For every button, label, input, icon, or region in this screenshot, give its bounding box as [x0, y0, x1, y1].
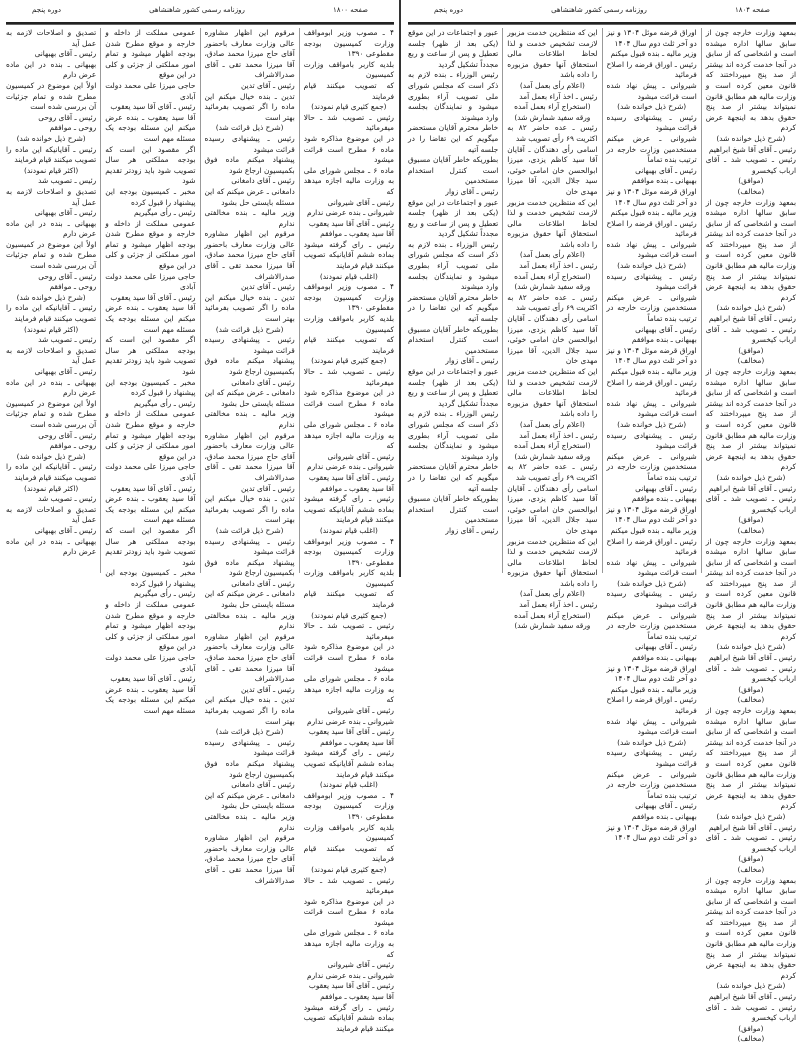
paragraph: حاجی میرزا علی محمد دولت آبادی — [105, 271, 196, 292]
paragraph: (شرح ذیل خوانده شد) — [617, 737, 687, 747]
paragraph: مرقوم این اظهار مشاوره عالی وزارت معارف باحضور آقای حاج میرزا محمد صادق، آقا میرزا محمد تقی ـ آقای صدرالاشراف — [204, 229, 295, 281]
paragraph: (مخالف) — [737, 186, 765, 196]
paragraph: بهبهانی ـ بنده موافقم — [631, 494, 697, 504]
paragraph: (استخراج آراء بعمل آمده ورقه سفید شمارش شد) — [514, 441, 591, 461]
paragraph: رئیس ـ تصویب شد ـ آقای ارباب کیخسرو — [705, 1002, 796, 1023]
paragraph: رئیس ـ آقای آقا سید یعقوب — [110, 674, 196, 684]
paragraph: شیروانی ـ بنده عرضی ندارم — [307, 716, 394, 726]
paragraph: اسامی رأی دهندگان ـ آقایان آقا سید کاظم یزدی، میرزا ابوالحسن خان امامی خوئی، سید جلال الدین، آقا میرزا مهدی خان — [507, 483, 598, 535]
paragraph: بمعهد وزارت خارجه چون از سابق سالها اداره میشده است و اشخاصی که از سابق در آنجا خدمت کرده اند بیشتر از صد پنج میپرداختند که قانون معین کرده است و وزارت مالیه هم مطابق قانون نمیتواند بیشتر از صد پنج حقوق بدهد به اینجهة عرض کردم — [705, 706, 796, 811]
paragraph: (جمع کثیری قیام نمودند) — [311, 356, 387, 366]
paragraph: ۴ ـ مصوب وزیر ابومواقف وزارت کمیسیون بودجه مقطوعی ۱۳۹۰ — [303, 790, 394, 821]
paragraph: رئیس ـ رأی میگیریم — [134, 208, 196, 218]
paragraph: بهبهانی ـ بنده موافقم — [631, 653, 697, 663]
paragraph: شیروانی ـ پیش نهاد شده است قرائت میشود — [606, 239, 697, 260]
paragraph: عبور و اجتماعات در این موقع (یکی بعد از ظهر) جلسه تعطیل و پس از ساعت و ربع مجدداً تشکیل گردید — [408, 367, 499, 408]
paragraph: رئیس ـ آقای آقا شیخ ابراهیم — [708, 483, 796, 493]
paragraph: (مخالف) — [737, 695, 765, 705]
page-number: صفحه ۱۸۰۴ — [734, 6, 770, 14]
paragraph: شیروانی ـ عرض میکنم مستخدمین وزارت خارجه در ترتیب بنده تماماً — [606, 292, 697, 324]
paragraph: تدین ـ بنده خیال میکنم این ماده را اگر تصویب بفرمائید بهتر است — [204, 494, 295, 525]
paragraph: اگر مقصود این است که بودجه مملکتی هر سال تصویب شود باید زودتر تقدیم شود — [105, 525, 196, 567]
paragraph: رئیس ـ پیشنهادی رسیده قرائت میشود — [204, 536, 295, 557]
paragraph: تصدیق و اصلاحات لازمه به عمل آید — [6, 186, 97, 207]
paragraph: (جمع کثیری قیام نمودند) — [311, 610, 387, 620]
paragraph: رئیس الوزراء ـ بنده لازم به ذکر است که مجلس شورای ملی تصویب آراء بطوری میشود و نمایندگان بجلسه وارد میشوند — [408, 239, 499, 292]
paragraph: شیروانی ـ عرض میکنم مستخدمین وزارت خارجه در ترتیب بنده تماماً — [606, 769, 697, 800]
paragraph: وزیر مالیه ـ بنده مخالفتی ندارم — [204, 409, 295, 429]
paragraph: رئیس ـ آقای شیروانی — [327, 960, 394, 970]
paragraph: رئیس ـ رای گرفته میشود بماده ششم آقایانیکه تصویب میکنند قیام فرمایند — [303, 494, 394, 525]
paragraph: رئیس ـ تصویب شد ـ آقای ارباب کیخسرو — [705, 155, 796, 175]
paragraph: که تصویب میکنند قیام فرمایند — [303, 589, 394, 610]
paragraph: دامغانی ـ عرض میکنم که این مسئله بایستی حل بشود — [204, 186, 295, 207]
paragraph: دامغانی ـ عرض میکنم که این مسئله بایستی حل بشود — [204, 589, 295, 610]
paragraph: بلدیه کاربر بامواقف وزارت کمیسیون — [303, 568, 394, 588]
paragraph: رئیس ـ آقای بهبهانی — [34, 208, 97, 218]
paragraph: بطوریکه خاطر آقایان مسبوق است کنترل استخدام مستخدمین — [408, 494, 499, 525]
paragraph: وزیر مالیه ـ بنده قبول میکنم — [610, 525, 697, 535]
paragraph: رئیس ـ تصویب شد — [38, 176, 97, 186]
paragraph: مخبر ـ کمیسیون بودجه این پیشنهاد را قبول کرده — [105, 377, 196, 398]
paragraph: این که منتظرین خدمت مزبور لازمت تشخیص خدمت و لذا لحاظ اطلاعات مالی استحقاق آنها حقوق مزبوره را داده باشد — [507, 28, 598, 80]
paragraph: پیشنهاد میکنم ماده فوق بکمیسیون ارجاع شود — [204, 557, 295, 578]
paragraph: آقا سید یعقوب ـ موافقم — [320, 229, 394, 239]
paragraph: بهبهانی ـ بنده در این ماده عرض دارم — [6, 218, 97, 239]
paragraph: شیروانی ـ پیش نهاد شده است قرائت میشود — [606, 557, 697, 578]
paragraph: اوراق قرضه موئل ۱۳۰۴ و نیز دو آخر ثلث دوم سال ۱۴۰۴ — [606, 186, 697, 207]
paragraph: این که منتظرین خدمت مزبور لازمت تشخیص خدمت و لذا لحاظ اطلاعات مالی استحقاق آنها حقوق مزبوره را داده باشد — [507, 197, 598, 249]
paragraph: آقا سید یعقوب ـ موافقم — [320, 483, 394, 493]
paragraph: (شرح ذیل خوانده شد) — [716, 981, 786, 991]
paragraph: پیشنهاد میکنم ماده فوق بکمیسیون ارجاع شود — [204, 356, 295, 376]
paragraph: رئیس ـ آقای تدین — [241, 483, 295, 493]
paragraph: آقا سید یعقوب ـ موافقم — [320, 737, 394, 747]
paragraph: رئیس ـ آقای آقا سید یعقوب — [308, 981, 394, 991]
paragraph: رئیس ـ پیشنهادی رسیده قرائت میشود — [204, 133, 295, 154]
paragraph: عمومی مملکت از داخله و خارجه و موقع مطرح شدن بودجه اظهار میشود و تمام امور مملکتی از جزئی و کلی در این موقع — [105, 409, 196, 461]
text-column — [200, 28, 299, 885]
paragraph: بهبهانی ـ بنده موافقم — [631, 176, 697, 186]
paragraph: تدین ـ بنده خیال میکنم این ماده را اگر تصویب بفرمائید بهتر است — [204, 91, 295, 122]
paragraph: شیروانی ـ پیش نهاد شده است قرائت میشود — [606, 716, 697, 737]
paragraph: رئیس ـ آقای آقا شیخ ابراهیم — [708, 653, 796, 663]
paragraph: (استخراج آراء بعمل آمده ورقه سفید شمارش شد) — [514, 271, 591, 292]
paragraph: اوراق قرضه موئل ۱۳۰۴ و نیز دو آخر ثلث دوم سال ۱۴۰۴ — [606, 822, 697, 843]
paragraph: بلدیه کاربر بامواقف وزارت کمیسیون — [303, 822, 394, 843]
paragraph: رئیس ـ آقای دامغانی — [231, 780, 295, 790]
paragraph: دامغانی ـ عرض میکنم که این مسئله بایستی حل بشود — [204, 790, 295, 811]
paragraph: بمعهد وزارت خارجه چون از سابق سالها اداره میشده است و اشخاصی که از سابق در آنجا خدمت کرده اند بیشتر از صد پنج میپرداختند که قانون معین کرده است و وزارت مالیه هم مطابق قانون نمیتواند بیشتر از صد پنج حقوق بدهد به اینجهة عرض کردم — [705, 367, 796, 472]
paragraph: رئیس ـ تصویب شد ـ آقای ارباب کیخسرو — [705, 833, 796, 853]
paragraph: بطوریکه خاطر آقایان مسبوق است کنترل استخدام مستخدمین — [408, 324, 499, 355]
paragraph: رئیس ـ آقای بهبهانی — [635, 483, 697, 493]
paragraph: اوراق قرضه موئل ۱۳۰۴ و نیز دو آخر ثلث دوم سال ۱۴۰۴ — [606, 504, 697, 525]
header-rule — [6, 22, 394, 25]
paragraph: (جمع کثیری قیام نمودند) — [311, 864, 387, 874]
paragraph: بلدیه کاربر بامواقف وزارت کمیسیون — [303, 314, 394, 334]
paragraph: ماده ۶ ـ مجلس شورای ملی به وزارت مالیه اجازه میدهد که — [303, 928, 394, 959]
paragraph: رئیس ـ رأی میگیریم — [134, 398, 196, 408]
paragraph: رئیس ـ آقای بهبهانی — [635, 642, 697, 652]
paragraph: در این موضوع مذاکره شود ماده ۶ مطرح است قرائت میشود — [303, 133, 394, 165]
paragraph: (شرح ذیل خوانده شد) — [617, 578, 687, 588]
paragraph: وزیر مالیه ـ بنده مخالفتی ندارم — [204, 208, 295, 228]
paragraph: شیروانی ـ عرض میکنم مستخدمین وزارت خارجه در ترتیب بنده تماماً — [606, 610, 697, 641]
paragraph: رئیس ـ اخذ آراء بعمل آمد — [519, 91, 598, 101]
paragraph: (اغلب قیام نمودند) — [319, 780, 378, 790]
paragraph: عمومی مملکت از داخله و خارجه و موقع مطرح شدن بودجه اظهار میشود و تمام امور مملکتی از جزئی و کلی در این موقع — [105, 28, 196, 80]
paragraph: (شرح ذیل خوانده شد) — [16, 451, 86, 461]
paragraph: رئیس ـ آقای دامغانی — [231, 176, 295, 186]
paragraph: (اکثر قیام نمودند) — [23, 324, 79, 334]
paragraph: اسامی رأی دهندگان ـ آقایان آقا سید کاظم یزدی، میرزا ابوالحسن خان امامی خوئی، سید جلال الدین، آقا میرزا مهدی خان — [507, 314, 598, 366]
paragraph: آقا سید یعقوب ـ بنده عرض میکنم این مسئله بودجه یک مسئله مهم است — [105, 494, 196, 525]
paragraph: رئیس ـ آقایانیکه این ماده را تصویب میکنند قیام فرمایند — [6, 144, 97, 165]
paragraph: وزیر مالیه ـ بنده قبول میکنم — [610, 367, 697, 376]
paragraph: رئیس ـ آقای بهبهانی — [635, 324, 697, 334]
paragraph: شیروانی ـ بنده عرضی ندارم — [307, 970, 394, 980]
paragraph: مرقوم این اظهار مشاوره عالی وزارت معارف باحضور آقای حاج میرزا محمد صادق، آقا میرزا محمد تقی ـ آقای صدرالاشراف — [204, 28, 295, 80]
paragraph: رئیس ـ آقای آقا شیخ ابراهیم — [708, 144, 796, 154]
paragraph: حاجی میرزا علی محمد دولت آبادی — [105, 80, 196, 101]
paragraph: بمعهد وزارت خارجه چون از سابق سالها اداره میشده است و اشخاصی که از سابق در آنجا خدمت کرده اند بیشتر از صد پنج میپرداختند که قانون معین کرده است و وزارت مالیه هم مطابق قانون نمیتواند بیشتر از صد پنج حقوق بدهد به اینجهة عرض کردم — [705, 875, 796, 980]
paragraph: رئیس ـ تصویب شد — [38, 494, 97, 504]
paragraph: (اغلب قیام نمودند) — [319, 271, 378, 281]
paragraph: حاجی میرزا علی محمد دولت آبادی — [105, 653, 196, 673]
paragraph: رئیس ـ تصویب شد ـ حالا میفرمائید — [303, 112, 394, 133]
paragraph: رئیس ـ تصویب شد ـ آقای ارباب کیخسرو — [705, 324, 796, 345]
paragraph: رئیس ـ پیشنهادی رسیده قرائت میشود — [606, 748, 697, 768]
paragraph: (شرح ذیل خوانده شد) — [716, 133, 786, 143]
paragraph: رئیس ـ آقای روحی — [38, 271, 97, 281]
paragraph: رئیس ـ پیشنهادی رسیده قرائت میشود — [204, 737, 295, 758]
paragraph: که تصویب میکنند قیام فرمایند — [303, 80, 394, 101]
newspaper-title: روزنامه رسمی کشور شاهنشاهی — [551, 6, 647, 14]
paragraph: رئیس ـ آقای زوار — [445, 356, 499, 366]
paragraph: در این موضوع مذاکره شود ماده ۶ مطرح است قرائت میشود — [303, 388, 394, 419]
paragraph: رئیس ـ تصویب شد ـ آقای ارباب کیخسرو — [705, 494, 796, 514]
paragraph: (شرح ذیل قرائت شد) — [215, 123, 284, 133]
paragraph: رئیس ـ آقای آقا شیخ ابراهیم — [708, 992, 796, 1002]
paragraph: بطوریکه خاطر آقایان مسبوق است کنترل استخدام مستخدمین — [408, 155, 499, 186]
paragraph: (مخالف) — [737, 525, 765, 535]
paragraph: شیروانی ـ عرض میکنم مستخدمین وزارت خارجه در ترتیب بنده تماماً — [606, 133, 697, 165]
paragraph: اوراق قرضه موئل ۱۳۰۴ و نیز دو آخر ثلث دوم سال ۱۴۰۴ — [606, 28, 697, 48]
paragraph: رئیس ـ اوراق قرضه را اصلاح فرمائید — [606, 377, 697, 398]
paragraph: مرقوم این اظهار مشاوره عالی وزارت معارف باحضور آقای حاج میرزا محمد صادق، آقا میرزا محمد تقی ـ آقای صدرالاشراف — [204, 430, 295, 482]
paragraph: (موافق) — [738, 515, 764, 525]
paragraph: رئیس ـ پیشنهادی رسیده قرائت میشود — [204, 335, 295, 355]
paragraph: رئیس ـ آقای شیروانی — [327, 706, 394, 715]
paragraph: (موافق) — [738, 1023, 764, 1033]
paragraph: (اعلام رأی بعمل آمد) — [519, 589, 585, 599]
text-column — [701, 28, 800, 1044]
paragraph: رئیس ـ پیشنهادی رسیده قرائت میشود — [606, 271, 697, 292]
paragraph: رئیس ـ آقای آقا سید یعقوب — [308, 218, 394, 228]
left-page — [2, 0, 398, 1033]
paragraph: رئیس ـ اوراق قرضه را اصلاح فرمائید — [606, 59, 697, 80]
paragraph: رئیس ـ رای گرفته میشود بماده ششم آقایانیکه تصویب میکنند قیام فرمایند — [303, 239, 394, 271]
paragraph: رئیس ـ پیشنهادی رسیده قرائت میشود — [606, 430, 697, 451]
paragraph: خاطر محترم آقایان مستحضر میگویم که این تقاضا را در جلسه آتیه — [408, 123, 499, 154]
paragraph: رئیس ـ پیشنهادی رسیده قرائت میشود — [606, 112, 697, 133]
paragraph: (موافق) — [738, 854, 764, 864]
text-column — [404, 28, 502, 573]
paragraph: اولاً این موضوع در کمیسیون مطرح شده و تمام جزئیات آن بررسی شده است — [6, 80, 97, 112]
header-rule — [408, 22, 796, 25]
paragraph: رئیس ـ آقایانیکه این ماده را تصویب میکنند قیام فرمایند — [6, 462, 97, 482]
paragraph: رئیس ـ تصویب شد ـ حالا میفرمائید — [303, 875, 394, 896]
paragraph: (شرح ذیل خوانده شد) — [16, 133, 86, 143]
paragraph: (اغلب قیام نمودند) — [319, 525, 378, 535]
paragraph: (اعلام رأی بعمل آمد) — [519, 250, 585, 260]
paragraph: رئیس الوزراء ـ بنده لازم به ذکر است که مجلس شورای ملی تصویب آراء بطوری میشود و نمایندگان بجلسه وارد میشوند — [408, 409, 499, 461]
paragraph: رئیس ـ آقای بهبهانی — [635, 165, 697, 175]
paragraph: آقا سید یعقوب ـ موافقم — [320, 992, 394, 1002]
paragraph: رئیس ـ آقای تدین — [241, 684, 295, 694]
paragraph: که تصویب میکنند قیام فرمایند — [303, 335, 394, 355]
paragraph: (مخالف) — [737, 356, 765, 366]
period-label: دوره پنجم — [434, 6, 464, 14]
paragraph: (شرح ذیل قرائت شد) — [215, 525, 284, 535]
paragraph: روحی ـ موافقم — [49, 441, 97, 451]
paragraph: تصدیق و اصلاحات لازمه به عمل آید — [6, 504, 97, 525]
paragraph: (مخالف) — [737, 1034, 765, 1044]
paragraph: رئیس ـ آقای بهبهانی — [34, 367, 97, 376]
paragraph: خاطر محترم آقایان مستحضر میگویم که این تقاضا را در جلسه آتیه — [408, 462, 499, 493]
paragraph: رئیس ـ پیشنهادی رسیده قرائت میشود — [606, 589, 697, 610]
paragraph: رئیس ـ آقای آقا سید یعقوب — [110, 483, 196, 493]
paragraph: اسامی رأی دهندگان ـ آقایان آقا سید کاظم یزدی، میرزا ابوالحسن خان امامی خوئی، سید جلال الدین، آقا میرزا مهدی خان — [507, 144, 598, 196]
paragraph: رئیس ـ آقای شیروانی — [327, 197, 394, 207]
columns — [404, 28, 800, 1044]
paragraph: بهبهانی ـ بنده در این ماده عرض دارم — [6, 377, 97, 398]
paragraph: رئیس ـ آقای دامغانی — [231, 377, 295, 387]
paragraph: آقا سید یعقوب ـ بنده عرض میکنم این مسئله بودجه یک مسئله مهم است — [105, 112, 196, 143]
paragraph: تصدیق و اصلاحات لازمه به عمل آید — [6, 28, 97, 48]
paragraph: رئیس ـ آقای شیروانی — [327, 451, 394, 461]
right-page — [404, 0, 800, 1044]
paragraph: بهبهانی ـ بنده موافقم — [631, 811, 697, 821]
paragraph: رئیس ـ آقای دامغانی — [231, 578, 295, 588]
paragraph: در این موضوع مذاکره شود ماده ۶ مطرح است قرائت میشود — [303, 896, 394, 927]
paragraph: رئیس ـ آقایانیکه این ماده را تصویب میکنند قیام فرمایند — [6, 303, 97, 324]
paragraph: ۴ ـ مصوب وزیر ابومواقف وزارت کمیسیون بودجه مقطوعی ۱۳۹۰ — [303, 282, 394, 313]
paragraph: (اکثر قیام نمودند) — [23, 483, 79, 493]
paragraph: (شرح ذیل خوانده شد) — [16, 292, 86, 302]
paragraph: (شرح ذیل خوانده شد) — [716, 472, 786, 482]
paragraph: عمومی مملکت از داخله و خارجه و موقع مطرح شدن بودجه اظهار میشود و تمام امور مملکتی از جزئی و کلی در این موقع — [105, 218, 196, 271]
paragraph: اوراق قرضه موئل ۱۳۰۴ و نیز دو آخر ثلث دوم سال ۱۴۰۴ — [606, 345, 697, 366]
paragraph: ماده ۶ ـ مجلس شورای ملی به وزارت مالیه اجازه میدهد که — [303, 165, 394, 196]
paragraph: (شرح ذیل قرائت شد) — [215, 727, 284, 737]
paragraph: وزیر مالیه ـ بنده قبول میکنم — [610, 208, 697, 218]
paragraph: در این موضوع مذاکره شود ماده ۶ مطرح است قرائت میشود — [303, 642, 394, 673]
paragraph: آقا سید یعقوب ـ بنده عرض میکنم این مسئله بودجه یک مسئله مهم است — [105, 684, 196, 715]
paragraph: رئیس ـ آقای زوار — [445, 186, 499, 196]
paragraph: رئیس ـ آقای آقا شیخ ابراهیم — [708, 314, 796, 324]
paragraph: رئیس ـ آقای زوار — [445, 525, 499, 535]
paragraph: (شرح ذیل خوانده شد) — [716, 811, 786, 821]
paragraph: رئیس ـ اخذ آراء بعمل آمد — [519, 430, 598, 440]
paragraph: رئیس ـ اخذ آراء بعمل آمد — [519, 261, 598, 271]
paragraph: رئیس ـ اوراق قرضه را اصلاح فرمائید — [606, 218, 697, 239]
paragraph: رئیس ـ آقای آقا سید یعقوب — [110, 102, 196, 112]
paragraph: (شرح ذیل خوانده شد) — [617, 261, 687, 271]
paragraph: رئیس ـ آقای تدین — [241, 80, 295, 90]
paragraph: وزیر مالیه ـ بنده مخالفتی ندارم — [204, 811, 295, 832]
paragraph: بلدیه کاربر بامواقف وزارت کمیسیون — [303, 59, 394, 80]
paragraph: رئیس ـ رأی میگیریم — [134, 589, 196, 599]
paragraph: (شرح ذیل خوانده شد) — [617, 419, 687, 429]
paragraph: رئیس ـ اوراق قرضه را اصلاح فرمائید — [606, 536, 697, 557]
paragraph: (شرح ذیل خوانده شد) — [716, 642, 786, 652]
paragraph: مرقوم این اظهار مشاوره عالی وزارت معارف باحضور آقای حاج میرزا محمد صادق، آقا میرزا محمد تقی ـ آقای صدرالاشراف — [204, 833, 295, 885]
paragraph: رئیس ـ آقای روحی — [38, 430, 97, 440]
paragraph: مخبر ـ کمیسیون بودجه این پیشنهاد را قبول کرده — [105, 568, 196, 588]
paragraph: شیروانی ـ پیش نهاد شده است قرائت میشود — [606, 398, 697, 419]
paragraph: رئیس ـ آقای بهبهانی — [34, 49, 97, 59]
paragraph: رئیس ـ تصویب شد ـ آقای ارباب کیخسرو — [705, 663, 796, 684]
period-label: دوره پنجم — [32, 6, 62, 14]
paragraph: (شرح ذیل قرائت شد) — [215, 324, 284, 334]
page-header — [2, 6, 398, 20]
paragraph: بمعهد وزارت خارجه چون از سابق سالها اداره میشده است و اشخاصی که از سابق در آنجا خدمت کرده اند بیشتر از صد پنج میپرداختند که قانون معین کرده است و وزارت مالیه هم مطابق قانون نمیتواند بیشتر از صد پنج حقوق بدهد به اینجهة عرض کردم — [705, 536, 796, 641]
paragraph: عمومی مملکت از داخله و خارجه و موقع مطرح شدن بودجه اظهار میشود و تمام امور مملکتی از جزئی و کلی در این موقع — [105, 600, 196, 652]
page-gutter — [399, 0, 401, 577]
paragraph: ماده ۶ ـ مجلس شورای ملی به وزارت مالیه اجازه میدهد که — [303, 419, 394, 451]
paragraph: رئیس ـ تصویب شد ـ حالا میفرمائید — [303, 367, 394, 387]
paragraph: (مخالف) — [737, 864, 765, 874]
newspaper-title: روزنامه رسمی کشور شاهنشاهی — [149, 6, 245, 14]
paragraph: عبور و اجتماعات در این موقع (یکی بعد از ظهر) جلسه تعطیل و پس از ساعت و ربع مجدداً تشکیل گردید — [408, 28, 499, 69]
paragraph: (استخراج آراء بعمل آمده ورقه سفید شمارش شد) — [514, 610, 591, 631]
paragraph: حاجی میرزا علی محمد دولت آبادی — [105, 462, 196, 482]
text-column — [2, 28, 100, 573]
page-number: صفحه ۱۸۰۰ — [332, 6, 368, 14]
paragraph: ۴ ـ مصوب وزیر ابومواقف وزارت کمیسیون بودجه مقطوعی ۱۳۹۰ — [303, 536, 394, 567]
paragraph: مرقوم این اظهار مشاوره عالی وزارت معارف باحضور آقای حاج میرزا محمد صادق، آقا میرزا محمد تقی ـ آقای صدرالاشراف — [204, 631, 295, 684]
paragraph: رئیس ـ آقای آقا شیخ ابراهیم — [708, 822, 796, 832]
paragraph: رئیس ـ تصویب شد ـ حالا میفرمائید — [303, 621, 394, 641]
page-header — [404, 6, 800, 20]
paragraph: این که منتظرین خدمت مزبور لازمت تشخیص خدمت و لذا لحاظ اطلاعات مالی استحقاق آنها حقوق مزبوره را داده باشد — [507, 536, 598, 588]
paragraph: رئیس ـ رای گرفته میشود بماده ششم آقایانیکه تصویب میکنند قیام فرمایند — [303, 748, 394, 779]
paragraph: شیروانی ـ بنده عرضی ندارم — [307, 462, 394, 472]
paragraph: رئیس ـ عده حاضر ۸۲ به اکثریت ۶۹ رأی تصویب شد — [507, 292, 598, 313]
paragraph: رئیس ـ اوراق قرضه را اصلاح فرمائید — [606, 695, 697, 715]
paragraph: بمعهد وزارت خارجه چون از سابق سالها اداره میشده است و اشخاصی که از سابق در آنجا خدمت کرده اند بیشتر از صد پنج میپرداختند که قانون معین کرده است و وزارت مالیه هم مطابق قانون نمیتواند بیشتر از صد پنج حقوق بدهد به اینجهة عرض کردم — [705, 197, 796, 302]
paragraph: شیروانی ـ پیش نهاد شده است قرائت میشود — [606, 80, 697, 101]
paragraph: رئیس ـ آقای روحی — [38, 112, 97, 122]
paragraph: وزیر مالیه ـ بنده مخالفتی ندارم — [204, 610, 295, 631]
paragraph: رئیس ـ آقای آقا سید یعقوب — [308, 472, 394, 482]
paragraph: اوراق قرضه موئل ۱۳۰۴ و نیز دو آخر ثلث دوم سال ۱۴۰۴ — [606, 663, 697, 684]
paragraph: رئیس ـ آقای بهبهانی — [34, 525, 97, 535]
paragraph: روحی ـ موافقم — [49, 282, 97, 292]
paragraph: رئیس الوزراء ـ بنده لازم به ذکر است که مجلس شورای ملی تصویب آراء بطوری میشود و نمایندگان بجلسه وارد میشوند — [408, 70, 499, 122]
paragraph: (شرح ذیل خوانده شد) — [716, 303, 786, 313]
paragraph: بهبهانی ـ بنده موافقم — [631, 335, 697, 345]
paragraph: بهبهانی ـ بنده در این ماده عرض دارم — [6, 536, 97, 557]
paragraph: تدین ـ بنده خیال میکنم این ماده را اگر تصویب بفرمائید بهتر است — [204, 695, 295, 726]
paragraph: رئیس ـ عده حاضر ۸۲ به اکثریت ۶۹ رأی تصویب شد — [507, 123, 598, 143]
paragraph: پیشنهاد میکنم ماده فوق بکمیسیون ارجاع شود — [204, 155, 295, 175]
paragraph: رئیس ـ آقای بهبهانی — [635, 801, 697, 811]
paragraph: که تصویب میکنند قیام فرمایند — [303, 843, 394, 864]
text-column — [100, 28, 199, 715]
text-column — [299, 28, 398, 1033]
paragraph: شیروانی ـ عرض میکنم مستخدمین وزارت خارجه در ترتیب بنده تماماً — [606, 451, 697, 482]
paragraph: بهبهانی ـ بنده در این ماده عرض دارم — [6, 59, 97, 80]
paragraph: اولاً این موضوع در کمیسیون مطرح شده و تمام جزئیات آن بررسی شده است — [6, 239, 97, 271]
paragraph: اگر مقصود این است که بودجه مملکتی هر سال تصویب شود باید زودتر تقدیم شود — [105, 144, 196, 186]
paragraph: رئیس ـ آقای آقا سید یعقوب — [110, 292, 196, 302]
paragraph: رئیس ـ آقای تدین — [241, 282, 295, 292]
paragraph: (اعلام رأی بعمل آمد) — [519, 80, 585, 90]
paragraph: (شرح ذیل خوانده شد) — [617, 102, 687, 112]
paragraph: بمعهد وزارت خارجه چون از سابق سالها اداره میشده است و اشخاصی که از سابق در آنجا خدمت کرده اند بیشتر از صد پنج میپرداختند که قانون معین کرده است و وزارت مالیه هم مطابق قانون نمیتواند بیشتر از صد پنج حقوق بدهد به اینجهة عرض کردم — [705, 28, 796, 133]
paragraph: اگر مقصود این است که بودجه مملکتی هر سال تصویب شود باید زودتر تقدیم شود — [105, 335, 196, 376]
paragraph: آقا سید یعقوب ـ بنده عرض میکنم این مسئله بودجه یک مسئله مهم است — [105, 303, 196, 334]
paragraph: دامغانی ـ عرض میکنم که این مسئله بایستی حل بشود — [204, 388, 295, 408]
columns — [2, 28, 398, 1033]
text-column — [602, 28, 701, 843]
paragraph: وزیر مالیه ـ بنده قبول میکنم — [610, 49, 697, 59]
paragraph: رئیس ـ تصویب شد — [38, 335, 97, 345]
paragraph: تدین ـ بنده خیال میکنم این ماده را اگر تصویب بفرمائید بهتر است — [204, 292, 295, 324]
paragraph: (جمع کثیری قیام نمودند) — [311, 102, 387, 112]
paragraph: رئیس ـ عده حاضر ۸۲ به اکثریت ۶۹ رأی تصویب شد — [507, 462, 598, 482]
paragraph: وزیر مالیه ـ بنده قبول میکنم — [610, 684, 697, 694]
paragraph: (استخراج آراء بعمل آمده ورقه سفید شمارش شد) — [514, 102, 591, 122]
paragraph: رئیس ـ آقای آقا سید یعقوب — [308, 727, 394, 737]
paragraph: مخبر ـ کمیسیون بودجه این پیشنهاد را قبول کرده — [105, 186, 196, 207]
paragraph: (اکثر قیام نمودند) — [23, 165, 79, 175]
paragraph: پیشنهاد میکنم ماده فوق بکمیسیون ارجاع شود — [204, 758, 295, 779]
paragraph: ۴ ـ مصوب وزیر ابومواقف وزارت کمیسیون بودجه مقطوعی ۱۳۹۰ — [303, 28, 394, 59]
paragraph: رئیس ـ اخذ آراء بعمل آمد — [519, 600, 598, 610]
paragraph: این که منتظرین خدمت مزبور لازمت تشخیص خدمت و لذا لحاظ اطلاعات مالی استحقاق آنها حقوق مزبوره را داده باشد — [507, 367, 598, 419]
paragraph: عبور و اجتماعات در این موقع (یکی بعد از ظهر) جلسه تعطیل و پس از ساعت و ربع مجدداً تشکیل گردید — [408, 197, 499, 239]
paragraph: ماده ۶ ـ مجلس شورای ملی به وزارت مالیه اجازه میدهد که — [303, 674, 394, 705]
paragraph: خاطر محترم آقایان مستحضر میگویم که این تقاضا را در جلسه آتیه — [408, 292, 499, 324]
text-column — [502, 28, 601, 631]
paragraph: (موافق) — [738, 345, 764, 355]
paragraph: تصدیق و اصلاحات لازمه به عمل آید — [6, 345, 97, 366]
paragraph: (اعلام رأی بعمل آمد) — [519, 419, 585, 429]
paragraph: اولاً این موضوع در کمیسیون مطرح شده و تمام جزئیات آن بررسی شده است — [6, 398, 97, 429]
paragraph: شیروانی ـ بنده عرضی ندارم — [307, 208, 394, 218]
paragraph: (موافق) — [738, 176, 764, 186]
paragraph: رئیس ـ رای گرفته میشود بماده ششم آقایانیکه تصویب میکنند قیام فرمایند — [303, 1002, 394, 1033]
paragraph: روحی ـ موافقم — [49, 123, 97, 133]
paragraph: (موافق) — [738, 684, 764, 694]
